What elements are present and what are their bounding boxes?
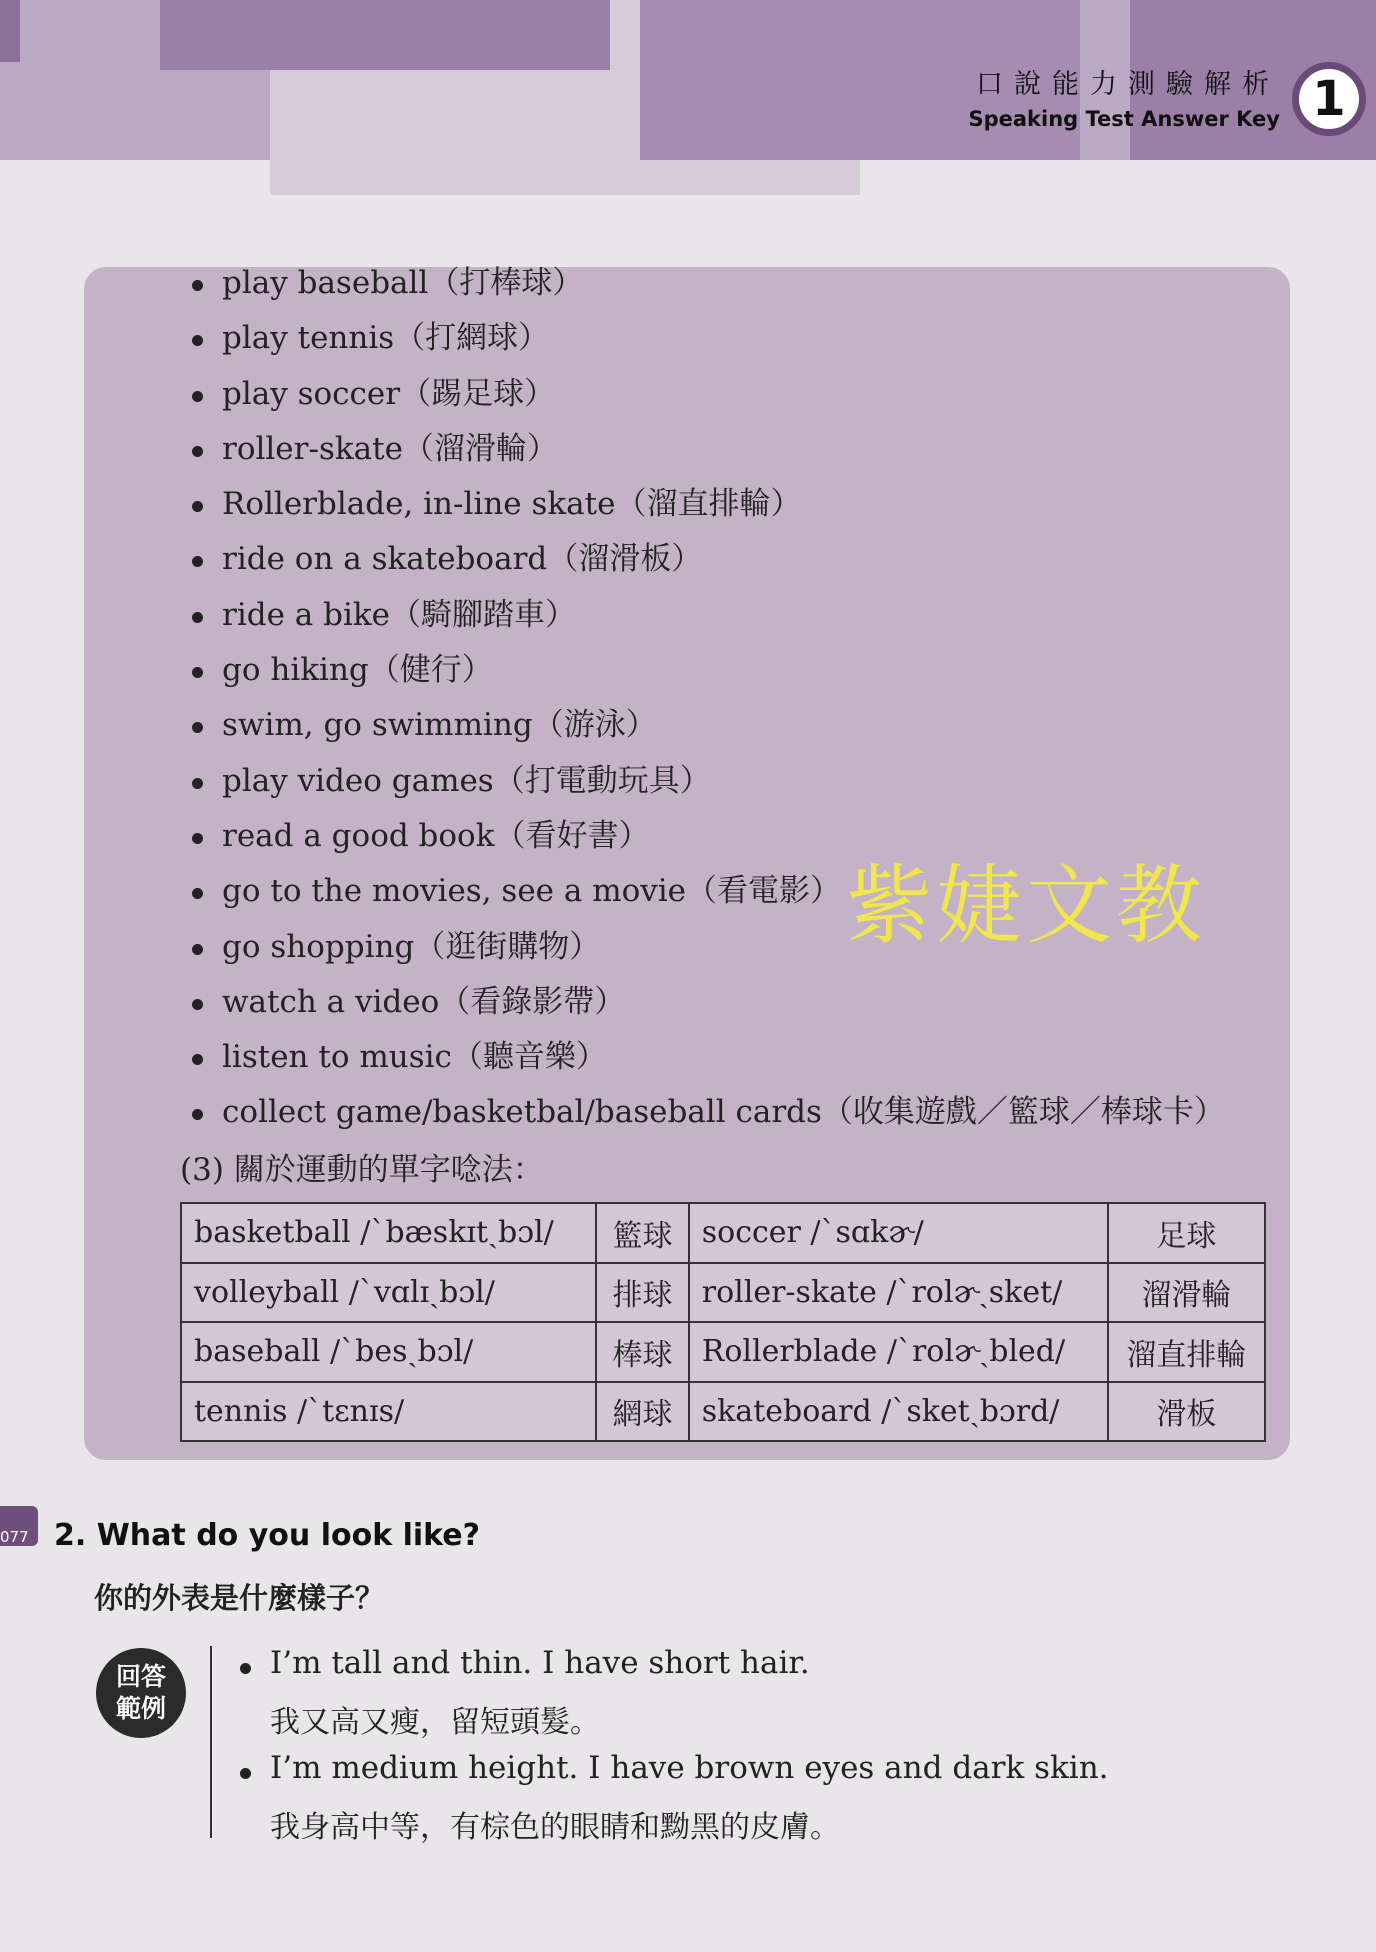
table-cell-word: soccer /ˋsɑkɚ/ xyxy=(689,1203,1108,1263)
list-item: roller-skate（溜滑輪） xyxy=(222,424,1225,479)
table-cell-translation: 棒球 xyxy=(596,1322,689,1382)
header-title-en: Speaking Test Answer Key xyxy=(968,107,1280,131)
list-item: ride on a skateboard（溜滑板） xyxy=(222,534,1225,589)
header-decoration xyxy=(160,0,610,70)
list-item: play tennis（打網球） xyxy=(222,313,1225,368)
bullet-icon xyxy=(192,612,203,623)
table-cell-word: roller-skate /ˋrolɚˏsket/ xyxy=(689,1263,1108,1323)
table-row xyxy=(181,1322,1265,1382)
bullet-icon xyxy=(192,667,203,678)
audio-track-number: 077 xyxy=(0,1528,29,1546)
table-cell-word: volleyball /ˋvɑlɪˏbɔl/ xyxy=(181,1263,596,1323)
table-cell-translation: 足球 xyxy=(1108,1203,1265,1263)
watermark-text: 紫婕文教 xyxy=(846,856,1206,956)
table-row xyxy=(181,1382,1265,1442)
list-item: listen to music（聽音樂） xyxy=(222,1032,1225,1087)
bullet-icon xyxy=(192,391,203,402)
bullet-icon xyxy=(192,944,203,955)
vocabulary-table xyxy=(180,1202,1266,1442)
bullet-icon xyxy=(240,1768,251,1779)
header-title-zh: 口說能力測驗解析 xyxy=(976,69,1280,100)
table-cell-word: baseball /ˋbesˏbɔl/ xyxy=(181,1322,596,1382)
list-item: play baseball（打棒球） xyxy=(222,258,1225,313)
list-item: read a good book（看好書） xyxy=(222,811,1225,866)
list-item: swim, go swimming（游泳） xyxy=(222,700,1225,755)
bullet-icon xyxy=(192,778,203,789)
table-cell-word: Rollerblade /ˋrolɚˏbled/ xyxy=(689,1322,1108,1382)
list-item: go shopping（逛街購物） xyxy=(222,922,1225,977)
table-cell-translation: 溜滑輪 xyxy=(1108,1263,1265,1323)
bullet-icon xyxy=(192,280,203,291)
unit-number-badge: 1 xyxy=(1292,62,1366,136)
bullet-icon xyxy=(192,833,203,844)
answer-zh: 我身高中等，有棕色的眼睛和黝黑的皮膚。 xyxy=(270,1810,840,1845)
divider xyxy=(210,1646,212,1838)
bullet-icon xyxy=(192,446,203,457)
answer-en: I’m tall and thin. I have short hair. xyxy=(270,1645,810,1681)
section-title: (3) 關於運動的單字唸法： xyxy=(180,1152,544,1188)
table-cell-translation: 溜直排輪 xyxy=(1108,1322,1265,1382)
list-item: play video games（打電動玩具） xyxy=(222,756,1225,811)
table-cell-word: basketball /ˋbæskɪtˏbɔl/ xyxy=(181,1203,596,1263)
bullet-icon xyxy=(192,999,203,1010)
table-cell-translation: 籃球 xyxy=(596,1203,689,1263)
answer-zh: 我又高又瘦，留短頭髮。 xyxy=(270,1705,600,1740)
table-cell-word: skateboard /ˋsketˏbɔrd/ xyxy=(689,1382,1108,1442)
bullet-icon xyxy=(240,1663,251,1674)
list-item: watch a video（看錄影帶） xyxy=(222,977,1225,1032)
answer-example-label: 回答範例 xyxy=(115,1662,166,1723)
list-item: play soccer（踢足球） xyxy=(222,369,1225,424)
answer-en: I’m medium height. I have brown eyes and dark skin. xyxy=(270,1750,1109,1786)
list-item: go to the movies, see a movie（看電影） xyxy=(222,866,1225,921)
table-cell-translation: 滑板 xyxy=(1108,1382,1265,1442)
activity-list xyxy=(222,258,1225,1143)
table-cell-word: tennis /ˋtɛnɪs/ xyxy=(181,1382,596,1442)
list-item: Rollerblade, in-line skate（溜直排輪） xyxy=(222,479,1225,534)
list-item: ride a bike（騎腳踏車） xyxy=(222,590,1225,645)
answer-example-icon xyxy=(96,1648,186,1738)
list-item: go hiking（健行） xyxy=(222,645,1225,700)
question-title-zh: 你的外表是什麼樣子？ xyxy=(94,1581,385,1615)
list-item: collect game/basketbal/baseball cards（收集遊戲／籃球／棒球卡） xyxy=(222,1087,1225,1142)
header-decoration xyxy=(0,0,20,62)
table-row xyxy=(181,1203,1265,1263)
table-cell-translation: 網球 xyxy=(596,1382,689,1442)
question-title: 2. What do you look like? xyxy=(54,1518,481,1553)
header-title xyxy=(968,62,1280,131)
table-row xyxy=(181,1263,1265,1323)
table-cell-translation: 排球 xyxy=(596,1263,689,1323)
